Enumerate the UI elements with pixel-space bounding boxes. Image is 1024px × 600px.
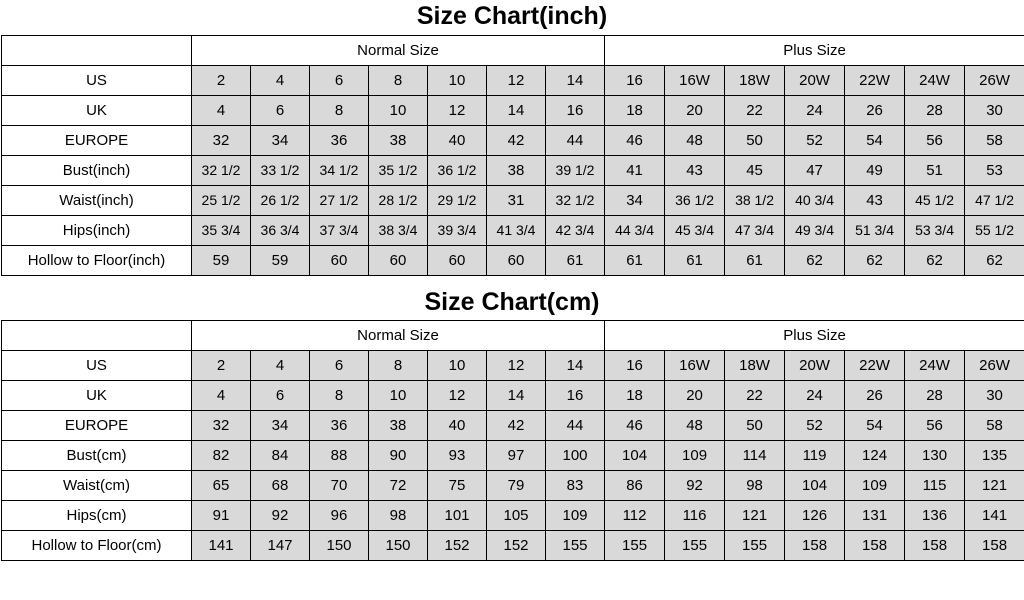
table-row [2,501,1024,531]
row-label: EUROPE [2,125,192,155]
table-cell: 104 [605,441,665,471]
table-cell: 126 [785,501,845,531]
table-cell: 16 [546,381,605,411]
table-cell: 22 [725,95,785,125]
table-cell: 24 [785,381,845,411]
table-cell: 141 [965,501,1024,531]
table-cell: 34 1/2 [310,155,369,185]
row-label: UK [2,381,192,411]
table-cell: 16 [605,65,665,95]
table-cell: 10 [369,95,428,125]
table-cell: 109 [546,501,605,531]
table-cell: 62 [965,245,1024,275]
table-cell: 34 [605,185,665,215]
table-cell: 58 [965,411,1024,441]
page-title-cm: Size Chart(cm) [424,287,600,316]
table-group-header-row [2,321,1024,351]
table-cell: 158 [905,531,965,561]
table-cell: 25 1/2 [192,185,251,215]
table-cell: 2 [192,65,251,95]
table-cell: 124 [845,441,905,471]
table-row [2,185,1024,215]
table-row [2,381,1024,411]
table-cell: 35 1/2 [369,155,428,185]
table-cell: 70 [310,471,369,501]
table-cell: 116 [665,501,725,531]
table-cell: 10 [428,65,487,95]
table-cell: 158 [785,531,845,561]
table-cell: 36 1/2 [428,155,487,185]
table-row [2,471,1024,501]
table-cell: 29 1/2 [428,185,487,215]
table-cell: 35 3/4 [192,215,251,245]
table-cell: 6 [310,351,369,381]
table-cell: 39 3/4 [428,215,487,245]
row-label: US [2,65,192,95]
table-cell: 114 [725,441,785,471]
table-cell: 49 3/4 [785,215,845,245]
table-cell: 28 [905,381,965,411]
table-group-header-row [2,35,1024,65]
table-cell: 112 [605,501,665,531]
table-cell: 14 [546,65,605,95]
table-cell: 4 [251,351,310,381]
table-cell: 18W [725,351,785,381]
table-cell: 56 [905,125,965,155]
table-cell: 83 [546,471,605,501]
table-cell: 44 3/4 [605,215,665,245]
table-cell: 82 [192,441,251,471]
table-cell: 22W [845,351,905,381]
table-cell: 31 [487,185,546,215]
table-cell: 86 [605,471,665,501]
table-cell: 131 [845,501,905,531]
group-header-plus-size: Plus Size [605,35,1024,65]
table-cell: 34 [251,411,310,441]
table-cell: 32 1/2 [546,185,605,215]
table-cell: 14 [546,351,605,381]
table-cell: 6 [251,381,310,411]
table-cell: 49 [845,155,905,185]
table-cell: 41 3/4 [487,215,546,245]
table-cell: 10 [369,381,428,411]
table-cell: 50 [725,125,785,155]
table-cell: 42 3/4 [546,215,605,245]
table-cell: 119 [785,441,845,471]
table-cell: 12 [487,65,546,95]
table-cell: 26 1/2 [251,185,310,215]
table-cell: 97 [487,441,546,471]
table-cell: 30 [965,381,1024,411]
chart-separator [0,276,1024,286]
table-cell: 45 3/4 [665,215,725,245]
table-cell: 36 3/4 [251,215,310,245]
table-cell: 34 [251,125,310,155]
table-cell: 105 [487,501,546,531]
table-cell: 155 [665,531,725,561]
table-cell: 38 1/2 [725,185,785,215]
table-cell: 45 [725,155,785,185]
table-cell: 158 [845,531,905,561]
table-cell: 150 [310,531,369,561]
table-cell: 47 3/4 [725,215,785,245]
table-cell: 12 [487,351,546,381]
table-cell: 58 [965,125,1024,155]
table-cell: 98 [369,501,428,531]
table-cell: 115 [905,471,965,501]
table-cell: 36 [310,411,369,441]
table-cell: 75 [428,471,487,501]
table-cell: 16W [665,351,725,381]
table-cell: 150 [369,531,428,561]
table-cell: 20W [785,351,845,381]
row-label: Bust(cm) [2,441,192,471]
table-cell: 46 [605,125,665,155]
table-cell: 100 [546,441,605,471]
row-label: Hollow to Floor(cm) [2,531,192,561]
table-cell: 155 [546,531,605,561]
table-cell: 42 [487,411,546,441]
table-cell: 33 1/2 [251,155,310,185]
table-cell: 28 [905,95,965,125]
table-cell: 46 [605,411,665,441]
table-cell: 10 [428,351,487,381]
table-cell: 68 [251,471,310,501]
table-cell: 101 [428,501,487,531]
table-cell: 51 [905,155,965,185]
table-cell: 72 [369,471,428,501]
page-title-inch: Size Chart(inch) [416,2,608,30]
table-cell: 16 [546,95,605,125]
table-cell: 24W [905,351,965,381]
table-cell: 50 [725,411,785,441]
table-cell: 40 [428,411,487,441]
table-cell: 60 [428,245,487,275]
table-cell: 53 [965,155,1024,185]
table-cell: 18 [605,95,665,125]
table-cell: 61 [725,245,785,275]
table-cell: 6 [251,95,310,125]
table-cell: 93 [428,441,487,471]
table-cell: 79 [487,471,546,501]
table-cell: 32 [192,411,251,441]
table-cell: 61 [546,245,605,275]
table-cell: 38 [487,155,546,185]
table-cell: 98 [725,471,785,501]
table-cell: 92 [251,501,310,531]
table-row [2,245,1024,275]
row-label: Hips(inch) [2,215,192,245]
table-cell: 20 [665,95,725,125]
table-cell: 8 [369,351,428,381]
table-cell: 36 1/2 [665,185,725,215]
table-cell: 36 [310,125,369,155]
table-cell: 24W [905,65,965,95]
table-cell: 52 [785,411,845,441]
table-row [2,351,1024,381]
table-cell: 32 [192,125,251,155]
table-cell: 20 [665,381,725,411]
row-label: Waist(cm) [2,471,192,501]
table-cell: 6 [310,65,369,95]
table-cell: 141 [192,531,251,561]
row-label: EUROPE [2,411,192,441]
table-cell: 90 [369,441,428,471]
table-cell: 91 [192,501,251,531]
table-cell: 27 1/2 [310,185,369,215]
table-cell: 155 [605,531,665,561]
table-cell: 16W [665,65,725,95]
table-cell: 26W [965,65,1024,95]
table-row [2,95,1024,125]
table-cell: 61 [605,245,665,275]
table-cell: 2 [192,351,251,381]
table-cell: 26W [965,351,1024,381]
table-cell: 26 [845,95,905,125]
table-cell: 30 [965,95,1024,125]
table-cell: 22 [725,381,785,411]
table-cell: 135 [965,441,1024,471]
table-cell: 47 [785,155,845,185]
table-cell: 92 [665,471,725,501]
table-cell: 52 [785,125,845,155]
table-cell: 39 1/2 [546,155,605,185]
table-cell: 62 [845,245,905,275]
row-label: US [2,351,192,381]
table-cell: 44 [546,411,605,441]
table-cell: 54 [845,125,905,155]
table-cell: 4 [192,381,251,411]
table-cell: 65 [192,471,251,501]
table-cell: 41 [605,155,665,185]
table-cell: 48 [665,125,725,155]
size-table-inch [1,35,1024,276]
table-cell: 55 1/2 [965,215,1024,245]
corner-blank-cell [2,35,192,65]
table-cell: 62 [785,245,845,275]
table-cell: 60 [487,245,546,275]
table-cell: 109 [665,441,725,471]
corner-blank-cell [2,321,192,351]
size-table-inch-body [2,35,1024,275]
table-cell: 109 [845,471,905,501]
table-cell: 61 [665,245,725,275]
table-cell: 43 [845,185,905,215]
table-cell: 4 [192,95,251,125]
table-cell: 60 [310,245,369,275]
table-cell: 44 [546,125,605,155]
table-cell: 18W [725,65,785,95]
table-cell: 32 1/2 [192,155,251,185]
table-row [2,441,1024,471]
table-cell: 62 [905,245,965,275]
table-cell: 38 [369,411,428,441]
size-chart-inch-block [0,0,1024,276]
table-cell: 43 [665,155,725,185]
table-cell: 4 [251,65,310,95]
row-label: Bust(inch) [2,155,192,185]
table-cell: 121 [725,501,785,531]
table-cell: 8 [369,65,428,95]
table-cell: 37 3/4 [310,215,369,245]
table-row [2,215,1024,245]
table-cell: 147 [251,531,310,561]
table-cell: 12 [428,381,487,411]
row-label: Hollow to Floor(inch) [2,245,192,275]
table-row [2,125,1024,155]
table-row [2,531,1024,561]
table-cell: 48 [665,411,725,441]
table-cell: 155 [725,531,785,561]
table-row [2,411,1024,441]
table-cell: 59 [192,245,251,275]
group-header-normal-size: Normal Size [192,321,605,351]
table-cell: 47 1/2 [965,185,1024,215]
table-cell: 88 [310,441,369,471]
group-header-normal-size: Normal Size [192,35,605,65]
table-cell: 38 [369,125,428,155]
table-cell: 40 3/4 [785,185,845,215]
table-cell: 8 [310,381,369,411]
table-cell: 84 [251,441,310,471]
table-cell: 54 [845,411,905,441]
row-label: Hips(cm) [2,501,192,531]
table-cell: 40 [428,125,487,155]
table-cell: 28 1/2 [369,185,428,215]
group-header-plus-size: Plus Size [605,321,1024,351]
table-cell: 51 3/4 [845,215,905,245]
table-cell: 38 3/4 [369,215,428,245]
table-cell: 60 [369,245,428,275]
table-cell: 45 1/2 [905,185,965,215]
table-row [2,65,1024,95]
table-cell: 59 [251,245,310,275]
table-cell: 24 [785,95,845,125]
table-cell: 12 [428,95,487,125]
table-cell: 18 [605,381,665,411]
table-row [2,155,1024,185]
table-cell: 158 [965,531,1024,561]
table-cell: 121 [965,471,1024,501]
size-table-cm-body [2,321,1024,561]
table-cell: 14 [487,381,546,411]
table-cell: 14 [487,95,546,125]
table-cell: 8 [310,95,369,125]
row-label: UK [2,95,192,125]
table-cell: 56 [905,411,965,441]
table-cell: 53 3/4 [905,215,965,245]
table-cell: 26 [845,381,905,411]
table-cell: 104 [785,471,845,501]
size-chart-cm-block [0,286,1024,562]
table-cell: 152 [428,531,487,561]
table-cell: 130 [905,441,965,471]
table-cell: 152 [487,531,546,561]
table-cell: 136 [905,501,965,531]
table-cell: 22W [845,65,905,95]
table-cell: 42 [487,125,546,155]
table-cell: 16 [605,351,665,381]
row-label: Waist(inch) [2,185,192,215]
table-cell: 20W [785,65,845,95]
table-cell: 96 [310,501,369,531]
size-table-cm [1,320,1024,561]
